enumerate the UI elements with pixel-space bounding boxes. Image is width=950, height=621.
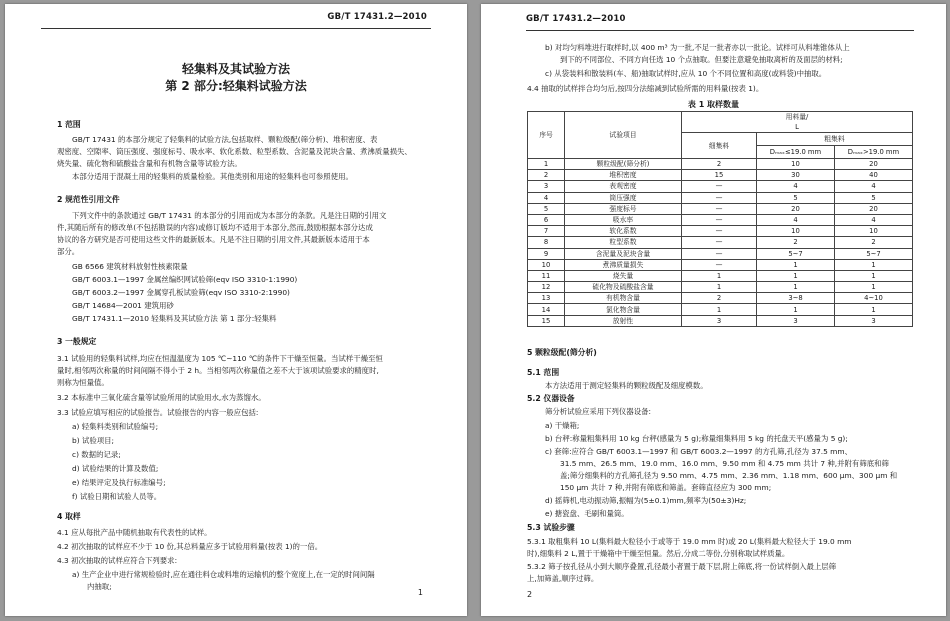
list-item: 150 μm 共计 7 种,并附有筛底和筛盖。套筛直径应为 300 mm;: [560, 483, 772, 492]
paragraph-line: 协议的各方研究是否可使用这些文件的最新版本。凡是不注日期的引用文件,其最新版本适用于本: [57, 235, 370, 244]
table-row: [528, 226, 913, 237]
table-cell: 40: [835, 170, 913, 181]
section-2-heading: 2 规范性引用文件: [57, 195, 120, 204]
table-cell: 2: [682, 159, 757, 170]
page-number: 1: [417, 588, 423, 597]
table-row: [528, 259, 913, 270]
table-cell: 20: [757, 203, 835, 214]
table-row: [528, 192, 913, 203]
page-header: GB/T 17431.2—2010: [526, 14, 626, 24]
header-rule: [41, 28, 431, 29]
paragraph-line: 4.2 初次抽取的试样应不少于 10 份,其总料量应多于试验用料量(按表 1)的一倍。: [57, 542, 323, 551]
table-cell: 1: [835, 282, 913, 293]
table-body: [528, 159, 913, 327]
table-cell: 1: [835, 304, 913, 315]
sampling-table: [527, 111, 913, 327]
table-row: [528, 304, 913, 315]
table-cell: 筒压强度: [565, 192, 682, 203]
table-cell: 15: [682, 170, 757, 181]
page-header: GB/T 17431.2—2010: [327, 12, 427, 22]
table-cell: 4: [757, 181, 835, 192]
table-cell: 软化系数: [565, 226, 682, 237]
table-cell: 4: [835, 214, 913, 225]
table-cell: 1: [835, 259, 913, 270]
paragraph-line: 量时,相邻两次称量的时间间隔不得小于 2 h。当相邻两次称量值之差不大于该项试验要求的精度时,: [57, 366, 379, 375]
table-row: [528, 181, 913, 192]
table-cell: 4~10: [835, 293, 913, 304]
table-cell: 颗粒级配(筛分析): [565, 159, 682, 170]
table-cell: 10: [835, 226, 913, 237]
table-cell: 吸水率: [565, 214, 682, 225]
table-cell: 5: [757, 192, 835, 203]
table-header-coarse: 粗集料: [757, 133, 913, 146]
paragraph-line: 件,其随后所有的修改单(不包括勘误的内容)或修订版均不适用于本部分,然而,鼓励根据本部分达成: [57, 223, 373, 232]
section-5-heading: 5 颗粒级配(筛分析): [527, 348, 597, 357]
paragraph-line: 4.4 抽取的试样拌合均匀后,按四分法缩减到试验所需的用料量(按表 1)。: [527, 84, 764, 93]
paragraph-line: 本部分适用于混凝土用的轻集料的质量检验。其他类别和用途的轻集料也可参照使用。: [72, 172, 353, 181]
table-cell: 3: [682, 315, 757, 326]
paragraph-line: 下列文件中的条款通过 GB/T 17431 的本部分的引用而成为本部分的条款。凡是注日期的引用文: [72, 211, 387, 220]
paragraph-line: 5.3.2 筛子按孔径从小到大顺序叠置,孔径最小者置于最下层,附上筛底,将一份试样倒入最上层筛: [527, 562, 837, 571]
list-item: d) 摇筛机,电动振动筛,振幅为(5±0.1)mm,频率为(50±3)Hz;: [545, 496, 747, 505]
header-rule: [526, 30, 914, 31]
table-cell: 粒型系数: [565, 237, 682, 248]
table-header-amount: [682, 112, 913, 133]
table-header-item: 试验项目: [565, 112, 682, 159]
table-cell: 强度标号: [565, 203, 682, 214]
paragraph-line: 4.3 初次抽取的试样应符合下列要求:: [57, 556, 178, 565]
table-cell: 1: [757, 259, 835, 270]
table-cell: 20: [835, 159, 913, 170]
table-cell: 12: [528, 282, 565, 293]
table-cell: —: [682, 237, 757, 248]
document-subtitle: 第 2 部分:轻集料试验方法: [165, 79, 307, 93]
subsection-heading: 5.1 范围: [527, 368, 560, 377]
subsection-heading: 5.3 试验步骤: [527, 523, 575, 532]
table-header-coarse-small: Dₘₐₓ≤19.0 mm: [757, 146, 835, 159]
table-cell: 放射性: [565, 315, 682, 326]
table-cell: —: [682, 192, 757, 203]
paragraph-line: 则称为恒量值。: [57, 378, 109, 387]
table-cell: 10: [757, 159, 835, 170]
section-4-heading: 4 取样: [57, 512, 81, 521]
list-item: c) 从袋装料和散装料(车、船)抽取试样时,应从 10 个不同位置和高度(或料袋)中抽取。: [545, 69, 827, 78]
list-item: e) 搪瓷盘、毛刷和量筒。: [545, 509, 629, 518]
table-cell: 氯化物含量: [565, 304, 682, 315]
table-row: [528, 293, 913, 304]
table-cell: 1: [757, 304, 835, 315]
reference-item: GB/T 17431.1—2010 轻集料及其试验方法 第 1 部分:轻集料: [72, 314, 277, 323]
table-caption: 表 1 取样数量: [687, 100, 740, 109]
table-cell: 3: [835, 315, 913, 326]
table-cell: 7: [528, 226, 565, 237]
list-item: b) 台秤:称量粗集料用 10 kg 台秤(感量为 5 g);称量细集料用 5 kg 的托盘天平(感量为 5 g);: [545, 434, 848, 443]
table-cell: 堆积密度: [565, 170, 682, 181]
table-header-unit: L: [795, 123, 799, 131]
list-item: a) 轻集料类别和试验编号;: [72, 422, 159, 431]
table-row: [528, 248, 913, 259]
reference-item: GB 6566 建筑材料放射性核素限量: [72, 262, 188, 271]
table-header-no: 序号: [528, 112, 565, 159]
subsection-heading: 5.2 仪器设备: [527, 394, 575, 403]
table-header-amount-label: 用料量/: [785, 113, 809, 121]
table-row: [528, 237, 913, 248]
table-cell: 3~8: [757, 293, 835, 304]
table-cell: 5: [835, 192, 913, 203]
table-cell: 表观密度: [565, 181, 682, 192]
paragraph-line: 时),细集料 2 L,置于干燥箱中干燥至恒量。然后,分成二等份,分别称取试样质量。: [527, 549, 790, 558]
section-1-heading: 1 范围: [57, 120, 81, 129]
table-cell: 5~7: [835, 248, 913, 259]
table-header-fine: 细集料: [682, 133, 757, 159]
table-cell: 1: [528, 159, 565, 170]
table-cell: 8: [528, 237, 565, 248]
paragraph-line: 筛分析试验应采用下列仪器设备:: [545, 407, 651, 416]
list-item: 到下的不同部位、不同方向任选 10 个点抽取。但要注意避免抽取离析的及面层的材料;: [560, 55, 843, 64]
table-cell: 硫化物及硫酸盐含量: [565, 282, 682, 293]
list-item: 31.5 mm、26.5 mm、19.0 mm、16.0 mm、9.50 mm 和 4.75 mm 共计 7 种,并附有筛底和筛: [560, 459, 889, 468]
document-title: 轻集料及其试验方法: [181, 62, 290, 76]
table-cell: 烧失量: [565, 270, 682, 281]
document-page-1: [5, 4, 467, 616]
table-row: [528, 203, 913, 214]
paragraph-line: 3.3 试验应填写相应的试验报告。试验报告的内容一般应包括:: [57, 408, 259, 417]
paragraph-line: 观密度、空隙率、筒压强度、强度标号、吸水率、软化系数、粒型系数、含泥量及泥块含量、煮沸质量损失、: [57, 147, 412, 156]
paragraph-line: 部分。: [57, 247, 80, 256]
list-item: b) 试验项目;: [72, 436, 114, 445]
table-cell: 10: [528, 259, 565, 270]
table-row: [528, 270, 913, 281]
table-cell: 含泥量及泥块含量: [565, 248, 682, 259]
list-item: 内抽取;: [87, 582, 112, 591]
table-cell: 4: [757, 214, 835, 225]
table-cell: 20: [835, 203, 913, 214]
table-row: [528, 282, 913, 293]
table-cell: —: [682, 259, 757, 270]
table-cell: 2: [757, 237, 835, 248]
reference-item: GB/T 6003.1—1997 金属丝编织网试验筛(eqv ISO 3310-1:1990): [72, 275, 298, 284]
table-cell: —: [682, 214, 757, 225]
table-cell: 10: [757, 226, 835, 237]
list-item: 盖;筛分细集料的方孔筛孔径为 9.50 mm、4.75 mm、2.36 mm、1.18 mm、600 μm、300 μm 和: [560, 471, 898, 480]
table-cell: 1: [682, 304, 757, 315]
table-cell: 煮沸质量损失: [565, 259, 682, 270]
paragraph-line: 3.2 本标准中三氧化硫含量等试验所用的试验用水,水为蒸馏水。: [57, 393, 266, 402]
table-row: [528, 159, 913, 170]
table-row: [528, 315, 913, 326]
table-cell: 6: [528, 214, 565, 225]
table-cell: 15: [528, 315, 565, 326]
table-cell: 5: [528, 203, 565, 214]
table-cell: —: [682, 203, 757, 214]
list-item: b) 对均匀料堆进行取样时,以 400 m³ 为一批,不足一批者亦以一批论。试样可从料堆锥体从上: [545, 43, 850, 52]
table-cell: 2: [835, 237, 913, 248]
paragraph-line: 5.3.1 取粗集料 10 L(集料最大粒径小于或等于 19.0 mm 时)或 20 L(集料最大粒径大于 19.0 mm: [527, 537, 852, 546]
table-cell: 2: [528, 170, 565, 181]
table-cell: 1: [757, 270, 835, 281]
table-cell: 4: [835, 181, 913, 192]
table-cell: —: [682, 181, 757, 192]
document-page-2: [481, 4, 946, 616]
list-item: a) 干燥箱;: [545, 421, 580, 430]
list-item: c) 数据的记录;: [72, 450, 121, 459]
list-item: d) 试验结果的计算及数值;: [72, 464, 159, 473]
table-cell: 30: [757, 170, 835, 181]
reference-item: GB/T 6003.2—1997 金属穿孔板试验筛(eqv ISO 3310-2:1990): [72, 288, 290, 297]
table-cell: 1: [835, 270, 913, 281]
paragraph-line: 本方法适用于测定轻集料的颗粒级配及细度模数。: [545, 381, 708, 390]
table-cell: 13: [528, 293, 565, 304]
table-cell: 3: [757, 315, 835, 326]
reference-item: GB/T 14684—2001 建筑用砂: [72, 301, 174, 310]
section-3-heading: 3 一般规定: [57, 337, 97, 346]
table-cell: 9: [528, 248, 565, 259]
paragraph-line: 上,加筛盖,顺序过筛。: [527, 574, 599, 583]
table-row: [528, 214, 913, 225]
table-cell: 4: [528, 192, 565, 203]
list-item: f) 试验日期和试验人员等。: [72, 492, 162, 501]
paragraph-line: 3.1 试验用的轻集料试样,均应在恒温温度为 105 ℃~110 ℃的条件下干燥至恒量。当试样干燥至恒: [57, 354, 383, 363]
table-cell: 14: [528, 304, 565, 315]
list-item: a) 生产企业中进行常规检验时,应在通往料仓或料堆的运输机的整个宽度上,在一定的时间间隔: [72, 570, 375, 579]
page-number: 2: [527, 590, 533, 599]
table-cell: —: [682, 248, 757, 259]
paragraph-line: GB/T 17431 的本部分规定了轻集料的试验方法,包括取样、颗粒级配(筛分析)、堆积密度、表: [72, 135, 378, 144]
table-cell: 1: [757, 282, 835, 293]
table-cell: 11: [528, 270, 565, 281]
table-cell: —: [682, 226, 757, 237]
paragraph-line: 烧失量、硫化物和硫酸盐含量和有机物含量等试验方法。: [57, 159, 242, 168]
table-cell: 有机物含量: [565, 293, 682, 304]
list-item: e) 结果评定及执行标准编号;: [72, 478, 166, 487]
table-cell: 3: [528, 181, 565, 192]
table-row: [528, 170, 913, 181]
paragraph-line: 4.1 应从每批产品中随机抽取有代表性的试样。: [57, 528, 212, 537]
table-cell: 5~7: [757, 248, 835, 259]
list-item: c) 套筛:应符合 GB/T 6003.1—1997 和 GB/T 6003.2—1997 的方孔筛,孔径为 37.5 mm、: [545, 447, 852, 456]
table-cell: 1: [682, 270, 757, 281]
table-header-coarse-large: Dₘₐₓ>19.0 mm: [835, 146, 913, 159]
table-cell: 2: [682, 293, 757, 304]
table-cell: 1: [682, 282, 757, 293]
